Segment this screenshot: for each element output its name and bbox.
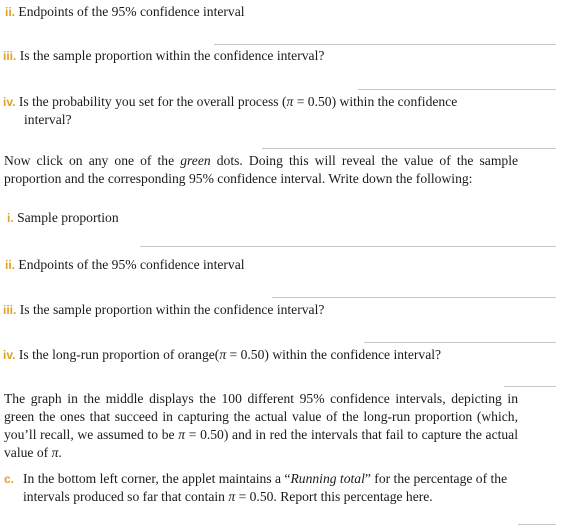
question-text-a: Is the long-run proportion of orange( xyxy=(18,347,220,362)
question-text-a: In the bottom left corner, the applet maintains a “ xyxy=(23,471,291,486)
question-text: Endpoints of the 95% confidence interval xyxy=(18,257,245,272)
question-b-ii xyxy=(5,3,561,21)
question-text-b: = 0.50) within the confidence xyxy=(293,94,458,109)
question-text: Is the sample proportion within the confidence interval? xyxy=(19,302,325,317)
answer-line xyxy=(358,89,556,90)
answer-line xyxy=(364,342,556,343)
running-total-term: Running total xyxy=(290,471,365,486)
question-number: iv. xyxy=(3,348,16,362)
question-number: iii. xyxy=(3,49,17,63)
question-number: iv. xyxy=(3,95,16,109)
instruction-paragraph xyxy=(4,152,518,188)
instruction-green-word: green xyxy=(180,153,211,168)
question-text-a: Is the probability you set for the overall process ( xyxy=(18,94,287,109)
answer-line xyxy=(504,386,556,387)
pi-symbol: π xyxy=(286,94,294,109)
question-text: Is the sample proportion within the confidence interval? xyxy=(19,48,325,63)
question-green-i xyxy=(7,209,563,227)
question-text-b: ” for the percentage of the intervals produced so far that contain xyxy=(23,471,508,504)
question-number: ii. xyxy=(5,258,16,272)
answer-line xyxy=(272,297,556,298)
question-text: Sample proportion xyxy=(17,210,119,225)
instruction-text-a: Now click on any one of the xyxy=(4,153,181,168)
question-b-iv xyxy=(3,93,533,129)
pi-symbol: π xyxy=(219,347,227,362)
graph-text-a: The graph in the middle displays the 100 different 95% confidence intervals, depicting in green the ones that succeed in capturing the actual value of the long-run proportion (which, you’ll recall, we assumed to be xyxy=(4,391,518,442)
pi-symbol: π xyxy=(178,427,186,442)
question-green-iii xyxy=(3,301,559,319)
instruction-text-b: dots. Doing this will reveal the value of the sample proportion and the corresponding 95% confidence interval. Write down the following: xyxy=(4,153,519,186)
answer-line xyxy=(518,524,556,525)
question-number: iii. xyxy=(3,303,17,317)
question-green-iv xyxy=(3,346,559,364)
answer-line xyxy=(214,44,556,45)
question-number: i. xyxy=(7,211,14,225)
question-number: ii. xyxy=(5,5,16,19)
question-b-iii xyxy=(3,47,559,65)
answer-line xyxy=(262,148,556,149)
question-number: c. xyxy=(4,472,15,486)
pi-symbol: π xyxy=(228,489,236,504)
question-text-c: interval? xyxy=(24,112,72,127)
question-green-ii xyxy=(5,256,561,274)
graph-text-c: . xyxy=(58,445,62,460)
graph-paragraph xyxy=(4,390,518,462)
answer-line xyxy=(140,246,556,247)
question-text-c: = 0.50. Report this percentage here. xyxy=(235,489,433,504)
pi-symbol: π xyxy=(51,445,59,460)
graph-text-b: = 0.50) and in red the intervals that fail to capture the actual value of xyxy=(4,427,518,460)
question-c xyxy=(4,470,524,506)
question-text-b: = 0.50) within the confidence interval? xyxy=(226,347,442,362)
question-text: Endpoints of the 95% confidence interval xyxy=(18,4,245,19)
